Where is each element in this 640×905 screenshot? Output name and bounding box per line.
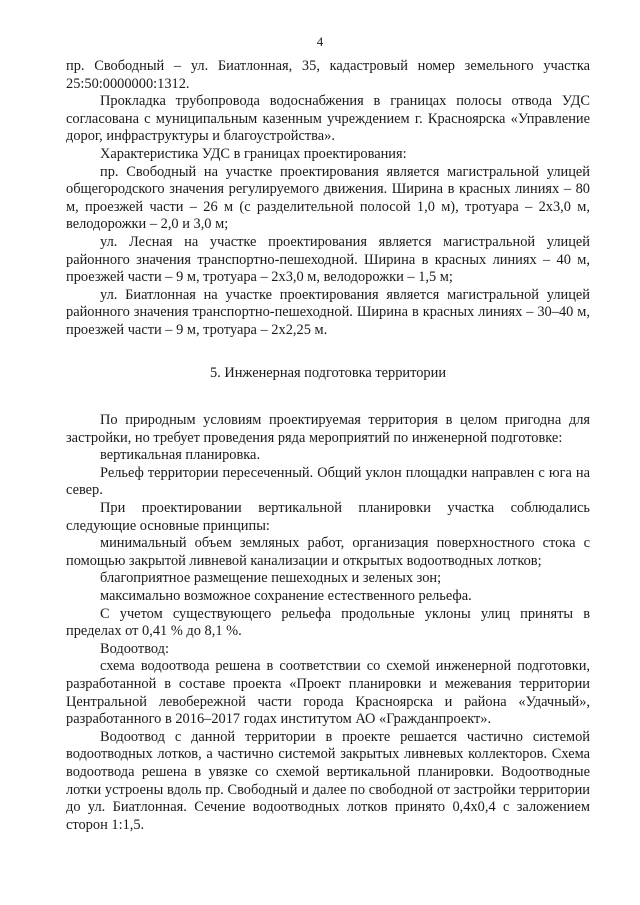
paragraph-slopes: С учетом существующего рельефа продольные уклоны улиц приняты в пределах от 0,41 % до 8,1 %. — [66, 605, 590, 640]
paragraph-principles: При проектировании вертикальной планировки участка соблюдались следующие основные принципы: — [66, 500, 590, 534]
paragraph-cadastral-number: пр. Свободный – ул. Биатлонная, 35, кадастровый номер земельного участка 25:50:0000000:1312. — [66, 58, 590, 92]
body-text — [66, 58, 590, 834]
paragraph-biatlonnaya: ул. Биатлонная на участке проектирования является магистральной улицей районного значения транспортно-пешеходной. Ширина в красных линиях – 30–40 м, проезжей части – 9 м, тротуара – 2х2,25 м. — [66, 286, 590, 338]
paragraph-svobodny: пр. Свободный на участке проектирования является магистральной улицей общегородского значения регулируемого движения. Ширина в красных линиях – 80 м, проезжей части – 26 м (с разделительной полосой 1,0 м), тротуара – 2х3,0 м, велодорожки – 2,0 и 3,0 м; — [66, 163, 590, 233]
paragraph-pedestrian-zones: благоприятное размещение пешеходных и зеленых зон; — [100, 570, 442, 587]
paragraph-vertical-planning: вертикальная планировка. — [100, 447, 261, 464]
paragraph-drainage-system: Водоотвод с данной территории в проекте решается частично системой водоотводных лотков, а частично системой закрытых ливневых коллекторов. Схема водоотвода решена в увязке со схемой вертикальной планировки. Водоотводные лотки устроены вдоль пр. Свободный и далее по свободной от застройки территории до ул. Биатлонная. Сечение водоотводных лотков принято 0,4х0,4 с заложением сторон 1:1,5. — [66, 728, 590, 833]
paragraph-earthworks: минимальный объем земляных работ, организация поверхностного стока с помощью закрытой ливневой канализации и открытых водоотводных лотков; — [66, 535, 590, 569]
paragraph-drainage-scheme: схема водоотвода решена в соответствии со схемой инженерной подготовки, разработанной в составе проекта «Проект планировки и межевания территории Центральной левобережной части города Красноярска и района «Удачный», разработанного в 2016–2017 годах институтом АО «Гражданпроект». — [66, 658, 590, 728]
paragraph-drainage-label: Водоотвод: — [100, 640, 169, 657]
paragraph-relief: Рельеф территории пересеченный. Общий уклон площадки направлен с юга на север. — [66, 464, 590, 499]
paragraph-lesnaya: ул. Лесная на участке проектирования является магистральной улицей районного значения транспортно-пешеходной. Ширина в красных линиях – 40 м, проезжей части – 9 м, тротуара – 2х3,0 м, велодорожки – 1,5 м; — [66, 233, 590, 286]
page-number: 4 — [316, 34, 324, 49]
paragraph-water-pipeline: Прокладка трубопровода водоснабжения в границах полосы отвода УДС согласована с муниципальным казенным учреждением г. Красноярска «Управление дорог, инфраструктуры и благоустройства». — [66, 93, 590, 145]
paragraph-natural-relief: максимально возможное сохранение естественного рельефа. — [100, 588, 472, 605]
section-heading: 5. Инженерная подготовка территории — [209, 364, 447, 381]
paragraph-uds-characteristics: Характеристика УДС в границах проектирования: — [100, 145, 407, 162]
paragraph-natural-conditions: По природным условиям проектируемая территория в целом пригодна для застройки, но требует проведения ряда мероприятий по инженерной подготовке: — [66, 412, 590, 446]
